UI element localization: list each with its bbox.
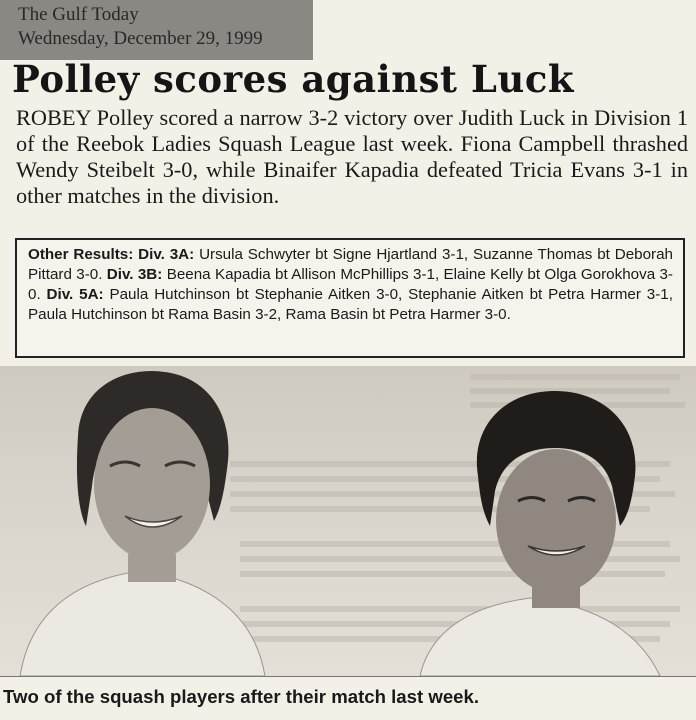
right-player	[420, 391, 660, 676]
div5a-results: Paula Hutchinson bt Stephanie Aitken 3-0, Stephanie Aitken bt Petra Harmer 3-1, Paula Hutchinson bt Rama Basin 3-2, Rama Basin bt Petra Harmer 3-0.	[28, 286, 673, 323]
players-photo-image	[0, 366, 696, 676]
paper-name: The Gulf Today	[18, 4, 139, 25]
other-results-box	[15, 238, 685, 358]
issue-date: Wednesday, December 29, 1999	[18, 28, 263, 49]
players-photo	[0, 366, 696, 676]
photo-caption: Two of the squash players after their match last week.	[0, 676, 696, 720]
div3a-results: Ursula Schwyter bt Signe Hjartland 3-1, Suzanne Thomas bt Deborah Pittard 3-0.	[28, 246, 673, 283]
results-label: Other Results:	[28, 246, 134, 263]
div3b-results: Beena Kapadia bt Allison McPhillips 3-1, Elaine Kelly bt Olga Gorokhova 3-0.	[28, 266, 673, 303]
div5a-label: Div. 5A:	[46, 286, 104, 303]
div3b-label: Div. 3B:	[106, 266, 163, 283]
left-player	[20, 371, 265, 676]
masthead	[0, 0, 313, 60]
article-lede: ROBEY Polley scored a narrow 3-2 victory over Judith Luck in Division 1 of the Reebok Ladies Squash League last week. Fiona Campbell thrashed Wendy Steibelt 3-0, while Binaifer Kapadia defeated Tricia Evans 3-1 in other matches in the division.	[16, 105, 688, 208]
div3a-label: Div. 3A:	[138, 246, 195, 263]
headline: Polley scores against Luck	[12, 57, 574, 101]
